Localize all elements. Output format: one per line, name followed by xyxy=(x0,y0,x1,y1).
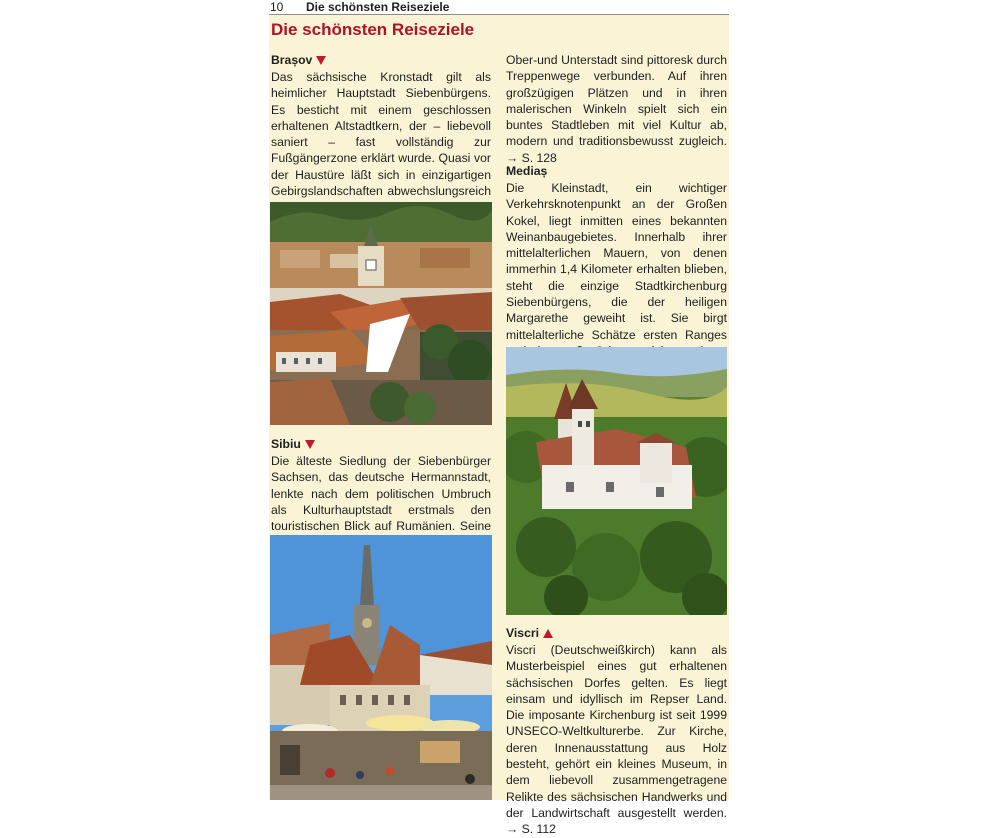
section-medias xyxy=(506,163,727,376)
triangle-up-icon xyxy=(543,629,553,638)
section-text-viscri: Viscri (Deutschweißkirch) kann als Musterbeispiel eines gut erhaltenen sächsischen Dorfes gelten. Es liegt einsam und idyllisch im Repser Land. Die imposante Kirchenburg ist seit 1999 UNSECO-Weltkulturerbe. Zur Kirche, deren Innenausstattung aus Holz besteht, gehört ein kleines Museum, in dem liebevoll zusammengetragene Relikte des sächsischen Handwerks und der Landwirtschaft ausgestellt werden. → S. 112 xyxy=(506,643,727,837)
section-heading-medias: Mediaș xyxy=(506,164,548,178)
section-heading-sibiu: Sibiu xyxy=(271,436,491,453)
page-title: Die schönsten Reiseziele xyxy=(271,20,475,39)
photo-viscri xyxy=(506,347,727,615)
sibiu-continued xyxy=(506,52,727,166)
section-text-brasov: Das sächsische Kronstadt gilt als heimlicher Hauptstadt Siebenbürgens. Es besticht mit einem geschlossen erhaltenen Altstadtkern, der – liebevoll saniert – fast vollständig zur Fußgängerzone erklärt wurde. Quasi vor der Haustüre läßt sich in einzigartigen Gebirgslandschaften abwechslungsreich xyxy=(271,70,491,199)
section-text-sibiu-continued: Ober-und Unterstadt sind pittoresk durch Treppenwege verbunden. Auf ihren großzügigen Plätzen und in ihren malerischen Winkeln spielt sich ein buntes Stadtleben mit viel Kultur ab, modern und traditionsbewusst zugleich. → S. 128 xyxy=(506,53,727,165)
section-sibiu xyxy=(271,436,491,551)
section-viscri xyxy=(506,625,727,838)
brasov-rooftops-image xyxy=(270,202,492,425)
running-title: Die schönsten Reiseziele xyxy=(306,0,450,14)
section-text-medias: Die Kleinstadt, ein wichtiger Verkehrsknotenpunkt an der Großen Kokel, liegt inmitten eines bekannten Weinanbaugebietes. Innerhalb ihrer mittelalterlichen Mauern, von denen immerhin 1,4 Kilometer erhalten blieben, steht die einzige Stadtkirchenburg Siebenbürgens, die der heiligen Margarethe geweiht ist. Sie birgt mittelalterliche Schätze ersten Ranges xyxy=(506,181,727,342)
section-heading-brasov: Brașov xyxy=(271,52,491,69)
sibiu-square-image xyxy=(270,535,492,800)
section-heading-viscri: Viscri xyxy=(506,625,727,642)
photo-brasov xyxy=(270,202,492,425)
triangle-down-icon xyxy=(305,440,315,449)
viscri-fortified-church-image xyxy=(506,347,727,615)
page-number: 10 xyxy=(270,0,284,14)
section-text-sibiu: Die älteste Siedlung der Siebenbürger Sachsen, das deutsche Hermannstadt, lenkte nach dem politischen Umbruch als Kulturhauptstadt erstmals den touristischen Blick auf Rumänien. Seine xyxy=(271,454,491,534)
running-header xyxy=(269,0,729,15)
triangle-down-icon xyxy=(316,56,326,65)
photo-sibiu xyxy=(270,535,492,800)
